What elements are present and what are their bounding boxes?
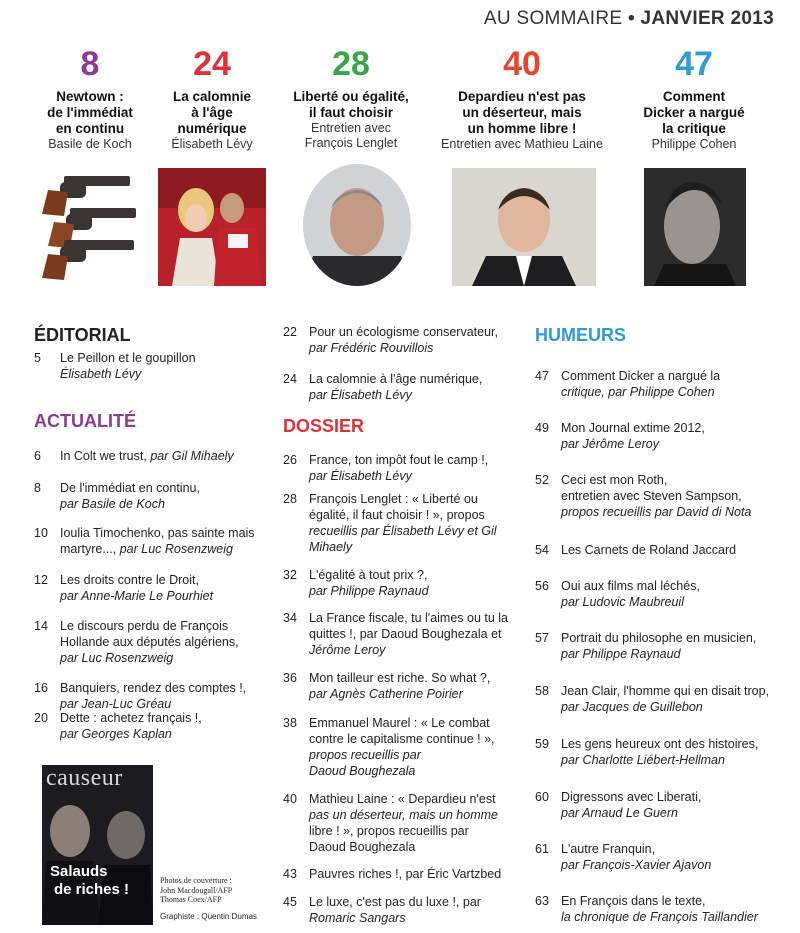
revolvers-photo xyxy=(34,168,144,284)
page-number: 54 xyxy=(535,543,549,557)
entry-title: Pour un écologisme conservateur, xyxy=(309,325,498,339)
entry-author: Élisabeth Lévy xyxy=(60,367,142,381)
toc-entry[interactable] xyxy=(535,841,785,873)
feature-title-line: la critique xyxy=(662,121,726,136)
entry-title-cont: martyre..., xyxy=(60,542,120,556)
feature-author-line: François Lenglet xyxy=(304,136,398,150)
page-number: 16 xyxy=(34,681,48,695)
toc-entry[interactable] xyxy=(535,472,785,520)
entry-title: Le discours perdu de François xyxy=(60,619,229,633)
entry-line: Les Carnets de Roland Jaccard xyxy=(561,543,737,557)
page-number: 40 xyxy=(283,792,297,806)
page-number: 12 xyxy=(34,573,48,587)
entry-line: Emmanuel Maurel : « Le combat xyxy=(309,716,490,730)
cover-logo: causeur xyxy=(46,765,123,791)
entry-line: contre le capitalisme continue ! », xyxy=(309,732,495,746)
page-number: 26 xyxy=(283,453,297,467)
page-number: 28 xyxy=(283,492,297,506)
entry-line: quittes !, par Daoud Boughezala et xyxy=(309,627,502,641)
entry-title: Le Peillon et le goupillon xyxy=(60,351,196,365)
toc-entry[interactable] xyxy=(535,789,785,821)
feature-author: Basile de Koch xyxy=(48,137,132,151)
feature-page-number: 28 xyxy=(332,45,370,83)
entry-author: par Georges Kaplan xyxy=(60,727,172,741)
page-number: 10 xyxy=(34,526,48,540)
entry-author: par Anne-Marie Le Pourhiet xyxy=(60,589,214,603)
entry-line: Comment Dicker a nargué la xyxy=(561,369,721,383)
feature-author: Philippe Cohen xyxy=(651,137,737,151)
toc-entry[interactable] xyxy=(535,736,785,768)
toc-entry[interactable] xyxy=(283,894,523,926)
feature-title xyxy=(155,89,269,137)
entry-line: Portrait du philosophe en musicien, xyxy=(561,631,757,645)
page-number: 6 xyxy=(34,449,41,463)
toc-entry[interactable] xyxy=(283,452,523,484)
entry-author: par Élisabeth Lévy xyxy=(309,388,412,402)
entry-line: la chronique de François Taillandier xyxy=(561,910,758,924)
magazine-cover xyxy=(42,765,153,925)
page-number: 57 xyxy=(535,631,549,645)
feature-title-line: Liberté ou égalité, xyxy=(293,89,409,104)
credits-line: John Macdougall/AFP xyxy=(160,885,233,895)
entry-line: par Agnès Catherine Poirier xyxy=(309,687,463,701)
entry-title: La calomnie à l'âge numérique, xyxy=(309,372,483,386)
page-number: 52 xyxy=(535,473,549,487)
entry-title-cont: Hollande aux députés algériens, xyxy=(60,635,239,649)
graphic-designer-credit: Graphiste : Quentin Dumas xyxy=(160,912,257,921)
entry-line: Daoud Boughezala xyxy=(309,764,416,778)
entry-line: par Jérôme Leroy xyxy=(561,437,659,451)
page-number: 24 xyxy=(283,372,297,386)
entry-author: par Gil Mihaely xyxy=(150,449,234,463)
toc-entry[interactable] xyxy=(34,710,274,742)
toc-entry[interactable] xyxy=(535,542,785,558)
entry-line: entretien avec Steven Sampson, xyxy=(561,489,742,503)
feature-title-line: de l'immédiat xyxy=(47,105,133,120)
feature-title-line: Newtown : xyxy=(56,89,124,104)
portrait-image xyxy=(452,168,596,286)
toc-entry[interactable] xyxy=(283,715,523,779)
entry-line: par Élisabeth Lévy xyxy=(309,469,412,483)
feature-title-line: numérique xyxy=(177,121,247,136)
section-actualite-heading: ACTUALITÉ xyxy=(34,411,136,431)
entry-line: Romaric Sangars xyxy=(309,911,406,925)
toc-entry[interactable] xyxy=(34,448,274,464)
toc-entry[interactable] xyxy=(535,893,785,925)
page-number: 45 xyxy=(283,895,297,909)
feature-title-line: Depardieu n'est pas xyxy=(458,89,586,104)
feature-24[interactable] xyxy=(155,44,269,152)
feature-title-line: un déserteur, mais xyxy=(462,105,582,120)
lenglet-portrait xyxy=(303,164,411,286)
page-number: 63 xyxy=(535,894,549,908)
page-number: 8 xyxy=(34,481,41,495)
entry-line: Le luxe, c'est pas du luxe !, par xyxy=(309,895,481,909)
feature-title-line: La calomnie xyxy=(172,89,252,104)
photo-credits xyxy=(160,876,232,905)
toc-entry[interactable] xyxy=(283,371,523,403)
entry-line: Mihaely xyxy=(309,540,353,554)
toc-entry[interactable] xyxy=(34,618,274,666)
toc-entry[interactable] xyxy=(535,368,785,400)
entry-line: par Arnaud Le Guern xyxy=(561,806,678,820)
toc-entry[interactable] xyxy=(283,491,523,555)
entry-line: par François-Xavier Ajavon xyxy=(561,858,712,872)
page-number: 38 xyxy=(283,716,297,730)
entry-line: Daoud Boughezala xyxy=(309,840,416,854)
toc-entry[interactable] xyxy=(34,572,274,604)
entry-line: Les gens heureux ont des histoires, xyxy=(561,737,759,751)
dicker-portrait xyxy=(644,168,746,286)
revolver-icon xyxy=(34,168,144,284)
page-number: 59 xyxy=(535,737,549,751)
entry-line: Digressons avec Liberati, xyxy=(561,790,702,804)
entry-line: par Jacques de Guillebon xyxy=(561,700,703,714)
header-prefix: AU SOMMAIRE xyxy=(483,8,623,29)
entry-title: Ioulia Timochenko, pas sainte mais xyxy=(60,526,255,540)
entry-title: Dette : achetez français !, xyxy=(60,711,202,725)
entry-line: par Ludovic Maubreuil xyxy=(561,595,684,609)
entry-title: De l'immédiat en continu, xyxy=(60,481,200,495)
entry-author: par Luc Rosenzweig xyxy=(119,542,233,556)
entry-title: In Colt we trust, xyxy=(60,449,151,463)
page-number: 32 xyxy=(283,568,297,582)
page-number: 56 xyxy=(535,579,549,593)
feature-title xyxy=(436,89,608,137)
page-number: 20 xyxy=(34,711,48,725)
toc-entry[interactable] xyxy=(34,680,274,712)
feature-author: Élisabeth Lévy xyxy=(171,137,253,151)
toc-entry[interactable] xyxy=(535,420,785,452)
page-number: 14 xyxy=(34,619,48,633)
portrait-image xyxy=(644,168,746,286)
page-number: 5 xyxy=(34,351,41,365)
entry-line: Jean Clair, l'homme qui en disait trop, xyxy=(561,684,770,698)
feature-title xyxy=(30,89,150,137)
entry-line: Mon Journal extime 2012, xyxy=(561,421,705,435)
entry-line: En François dans le texte, xyxy=(561,894,706,908)
feature-page-number: 40 xyxy=(503,45,541,83)
feature-title-line: en continu xyxy=(55,121,125,136)
feature-page-number: 47 xyxy=(675,45,713,83)
entry-author: par Basile de Koch xyxy=(60,497,165,511)
section-humeurs-heading: HUMEURS xyxy=(535,325,627,345)
entry-line: La France fiscale, tu l'aimes ou tu la xyxy=(309,611,509,625)
page-number: 61 xyxy=(535,842,549,856)
entry-title: Banquiers, rendez des comptes !, xyxy=(60,681,247,695)
feature-title-line: à l'âge xyxy=(191,105,233,120)
feature-author-line: Entretien avec xyxy=(311,121,391,135)
cover-headline: Salauds xyxy=(50,863,108,880)
feature-8[interactable] xyxy=(30,44,150,152)
feature-title-line: Comment xyxy=(662,89,726,104)
entry-line: propos recueillis par David di Nota xyxy=(561,505,752,519)
page-number: 43 xyxy=(283,867,297,881)
entry-line: Oui aux films mal léchés, xyxy=(561,579,700,593)
toc-entry[interactable] xyxy=(283,567,523,599)
entry-line: L'égalité à tout prix ?, xyxy=(309,568,428,582)
page-number: 34 xyxy=(283,611,297,625)
entry-line: par Philippe Raynaud xyxy=(561,647,681,661)
feature-author: Entretien avec Mathieu Laine xyxy=(441,137,603,151)
couple-image xyxy=(158,168,266,286)
entry-line: libre ! », propos recueillis par xyxy=(309,824,469,838)
page-number: 47 xyxy=(535,369,549,383)
entry-line: France, ton impôt fout le camp !, xyxy=(309,453,489,467)
entry-line: L'autre Franquin, xyxy=(561,842,656,856)
entry-line: recueillis par Élisabeth Lévy et Gil xyxy=(309,524,497,538)
section-dossier-heading: DOSSIER xyxy=(283,416,365,436)
entry-line: par Charlotte Liébert-Hellman xyxy=(561,753,725,767)
entry-line: pas un déserteur, mais un homme xyxy=(309,808,498,822)
feature-title xyxy=(280,89,422,121)
issue-header xyxy=(484,8,774,30)
feature-title-line: il faut choisir xyxy=(308,105,393,120)
entry-line: critique, par Philippe Cohen xyxy=(561,385,715,399)
entry-line: Ceci est mon Roth, xyxy=(561,473,668,487)
entry-line: Mon tailleur est riche. So what ?, xyxy=(309,671,491,685)
entry-author: par Luc Rosenzweig xyxy=(60,651,174,665)
toc-entry[interactable] xyxy=(535,683,785,715)
cover-headline-2: de riches ! xyxy=(54,881,130,898)
entry-line: François Lenglet : « Liberté ou xyxy=(309,492,478,506)
toc-entry[interactable] xyxy=(283,791,523,855)
credits-line: Photos de couverture : xyxy=(160,876,232,885)
feature-author xyxy=(280,121,422,151)
feature-title xyxy=(630,89,758,137)
feature-title-line: un homme libre ! xyxy=(467,121,577,136)
entry-title: Les droits contre le Droit, xyxy=(60,573,199,587)
page-number: 58 xyxy=(535,684,549,698)
entry-line: Pauvres riches !, par Éric Vartzbed xyxy=(309,867,502,881)
page-number: 36 xyxy=(283,671,297,685)
toc-entry[interactable] xyxy=(34,480,274,512)
toc-entry[interactable] xyxy=(535,630,785,662)
toc-entry[interactable] xyxy=(535,578,785,610)
credits-line: Thomas Coex/AFP xyxy=(160,895,222,904)
entry-line: Mathieu Laine : « Depardieu n'est xyxy=(309,792,496,806)
feature-title-line: Dicker a nargué xyxy=(643,105,745,120)
header-bullet: • xyxy=(627,8,635,29)
entry-line: Jérôme Leroy xyxy=(309,643,386,657)
toc-entry[interactable] xyxy=(283,324,523,356)
entry-author: par Jean-Luc Gréau xyxy=(60,697,172,711)
feature-47[interactable] xyxy=(630,44,758,152)
toc-entry[interactable] xyxy=(283,610,523,658)
feature-page-number: 8 xyxy=(80,45,100,83)
page-number: 49 xyxy=(535,421,549,435)
feature-28[interactable] xyxy=(280,44,422,151)
toc-entry[interactable] xyxy=(34,525,274,557)
feature-40[interactable] xyxy=(436,44,608,152)
entry-line: par Philippe Raynaud xyxy=(309,584,429,598)
couple-photo xyxy=(158,168,266,286)
section-editorial-heading: ÉDITORIAL xyxy=(34,325,131,345)
feature-page-number: 24 xyxy=(193,45,231,83)
page-number: 60 xyxy=(535,790,549,804)
laine-portrait xyxy=(452,168,596,286)
page-number: 22 xyxy=(283,325,297,339)
toc-entry[interactable] xyxy=(283,670,523,702)
header-issue: JANVIER 2013 xyxy=(640,8,774,29)
toc-entry[interactable] xyxy=(283,866,523,882)
entry-line: propos recueillis par xyxy=(309,748,421,762)
toc-entry[interactable] xyxy=(34,350,264,382)
entry-line: égalité, il faut choisir ! », propos xyxy=(309,508,485,522)
portrait-image xyxy=(303,164,411,286)
entry-author: par Frédéric Rouvillois xyxy=(309,341,434,355)
